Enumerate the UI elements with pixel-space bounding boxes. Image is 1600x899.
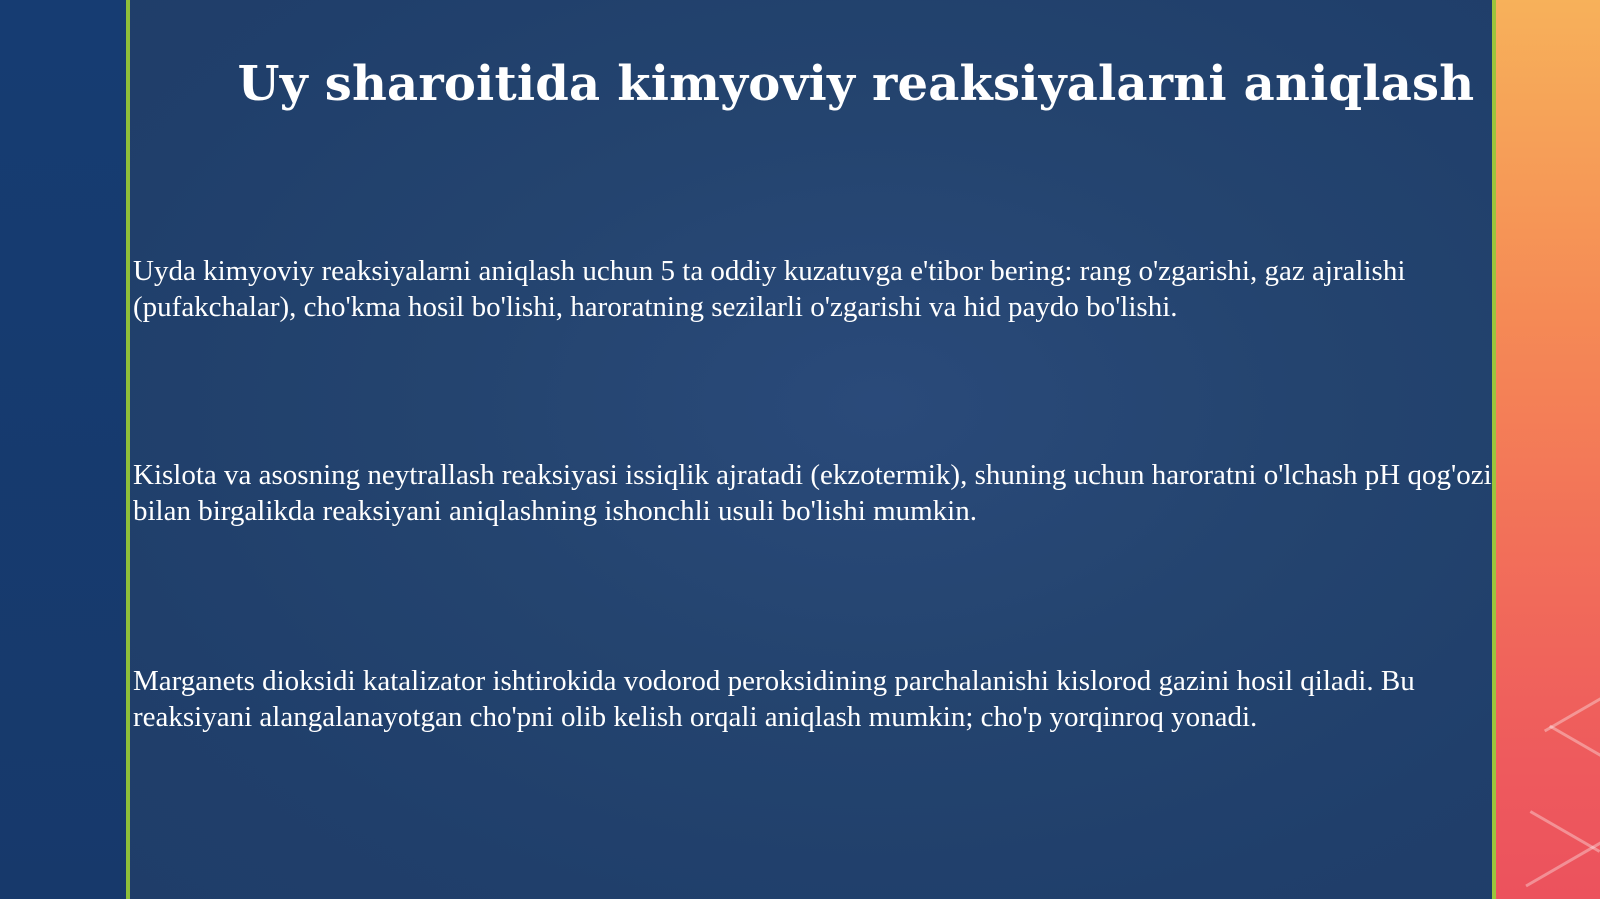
content-panel xyxy=(130,0,1492,899)
paragraph-observations: Uyda kimyoviy reaksiyalarni aniqlash uchun 5 ta oddiy kuzatuvga e'tibor bering: rang o'zgarishi, gaz ajralishi (pufakchalar), cho'kma hosil bo'lishi, haroratning sezilarli o'zgarishi va hid paydo bo'lishi. xyxy=(133,255,1406,323)
paragraph-neutralization: Kislota va asosning neytrallash reaksiyasi issiqlik ajratadi (ekzotermik), shuning uchun haroratni o'lchash pH qog'ozi bilan birgalikda reaksiyani aniqlashning ishonchli usuli bo'lishi mumkin. xyxy=(133,459,1492,527)
right-decorative-band xyxy=(1496,0,1600,899)
paragraph-peroxide: Marganets dioksidi katalizator ishtirokida vodorod peroksidining parchalanishi kislorod gazini hosil qiladi. Bu reaksiyani alangalanayotgan cho'pni olib kelish orqali aniqlash mumkin; cho'p yorqinroq yonadi. xyxy=(133,665,1415,733)
left-decorative-band xyxy=(0,0,127,899)
slide-title: Uy sharoitida kimyoviy reaksiyalarni aniqlash xyxy=(237,56,1475,112)
